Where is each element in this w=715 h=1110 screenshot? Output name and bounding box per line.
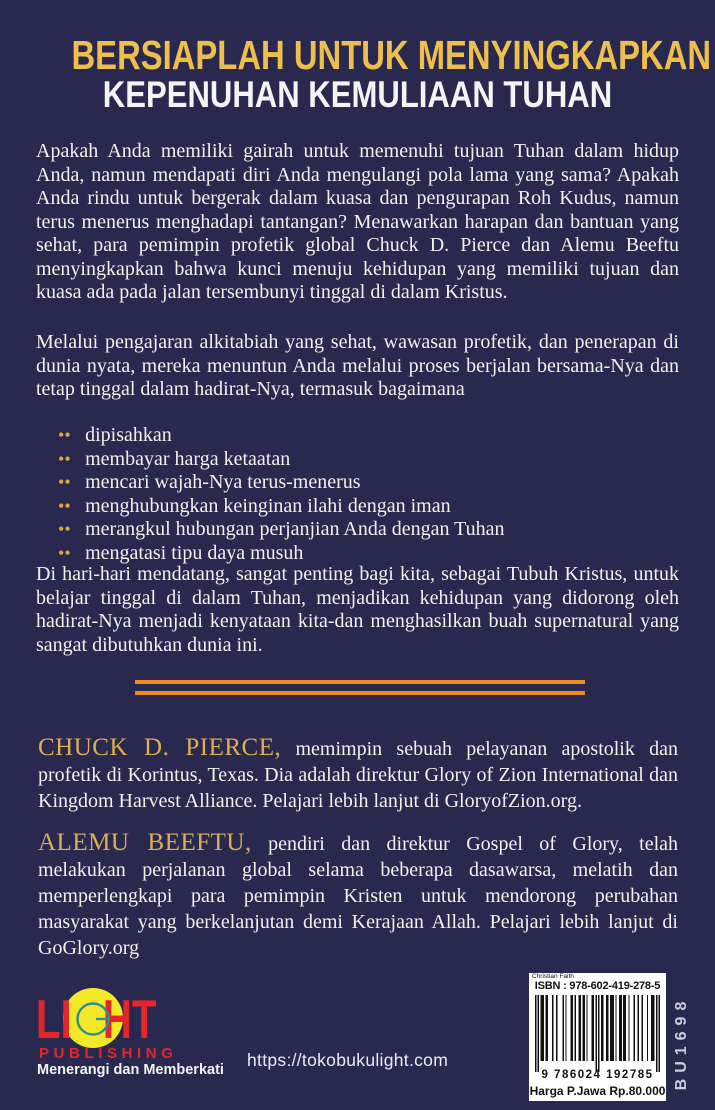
author-bio-alemu-beeftu	[38, 830, 678, 961]
g-ring-icon	[75, 1001, 111, 1037]
bullet-text: merangkul hubungan perjanjian Anda dengan Tuhan	[85, 518, 505, 540]
barcode-category: Christian Faith	[532, 973, 574, 980]
list-item	[58, 448, 505, 472]
list-item	[58, 518, 505, 542]
publisher-name-left: LI	[36, 988, 72, 1050]
bullet-icon: • •	[58, 496, 75, 516]
list-item	[58, 471, 505, 495]
bullet-icon: • •	[58, 472, 75, 492]
paragraph-closing: Di hari-hari mendatang, sangat penting bagi kita, sebagai Tubuh Kristus, untuk belajar tinggal di dalam Tuhan, menjadikan kehidupan yang didorong oleh hadirat-Nya menjadi kenyataan kita-dan menghasilkan buah supernatural yang sangat dibutuhkan dunia ini.	[36, 563, 679, 656]
bullet-text: membayar harga ketaatan	[85, 447, 291, 470]
paragraph-teaching: Melalui pengajaran alkitabiah yang sehat, wawasan profetik, dan penerapan di dunia nyata, mereka menuntun Anda melalui proses berjalan bersama-Nya dan tetap tinggal dalam hadirat-Nya, termasuk bagaimana	[36, 331, 679, 400]
author-name-chuck-pierce: CHUCK D. PIERCE,	[38, 734, 282, 761]
divider-line-bottom	[135, 691, 585, 695]
list-item	[58, 542, 505, 566]
book-title	[0, 34, 715, 113]
title-line-2: KEPENUHAN KEMULIAAN TUHAN	[102, 74, 613, 115]
bullet-list	[58, 424, 505, 565]
barcode-digits: 9 786024 192785	[541, 1069, 654, 1081]
author-bio-text: pendiri dan direktur Gospel of Glory, telah melakukan perjalanan global selama beberapa dasawarsa, melatih dan memperlengkapi para pemimpin Kristen untuk mendorong perubahan masyarakat yang berkelanjutan demi Kerajaan Allah. Pelajari lebih lanjut di GoGlory.org	[38, 833, 679, 959]
list-item	[58, 424, 505, 448]
title-line-1: BERSIAPLAH UNTUK MENYINGKAPKAN	[71, 32, 712, 78]
author-bio-text: memimpin sebuah pelayanan apostolik dan profetik di Korintus, Texas. Dia adalah direktur Glory of Zion International dan Kingdom Harvest Alliance. Pelajari lebih lanjut di GloryofZion.org.	[38, 738, 679, 812]
divider-line-top	[135, 680, 585, 684]
divider-double-rule	[135, 680, 585, 696]
author-name-alemu-beeftu: ALEMU BEEFTU,	[38, 829, 252, 856]
bullet-text: mengatasi tipu daya musuh	[85, 541, 304, 564]
bullet-icon: • •	[58, 449, 75, 469]
bullet-text: menghubungkan keinginan ilahi dengan iman	[85, 494, 451, 517]
price-label: Harga P.Jawa Rp.80.000	[529, 1084, 666, 1098]
publisher-name-right: HT	[102, 988, 157, 1050]
publisher-subtitle: PUBLISHING	[39, 1045, 178, 1062]
paragraph-intro: Apakah Anda memiliki gairah untuk memenuhi tujuan Tuhan dalam hidup Anda, namun mendapati diri Anda mengulangi pola lama yang sama? Apakah Anda rindu untuk bergerak dalam kuasa dan pengurapan Roh Kudus, namun terus menerus menghadapi tantangan? Menawarkan harapan dan bantuan yang sehat, para pemimpin profetik global Chuck D. Pierce dan Alemu Beeftu menyingkapkan bahwa kunci menuju kehidupan yang memiliki tujuan dan kuasa ada pada jalan tersembunyi tinggal di dalam Kristus.	[36, 140, 679, 303]
bullet-icon: • •	[58, 543, 75, 563]
bullet-text: mencari wajah-Nya terus-menerus	[85, 471, 361, 493]
spine-code: BU1698	[673, 995, 690, 1091]
list-item	[58, 495, 505, 519]
author-bio-chuck-pierce	[38, 735, 678, 814]
bullet-icon: • •	[58, 425, 75, 445]
barcode-bars	[535, 995, 660, 1072]
isbn-label: ISBN : 978-602-419-278-5	[534, 980, 661, 992]
bullet-icon: • •	[58, 519, 75, 539]
publisher-tagline: Menerangi dan Memberkati	[37, 1062, 224, 1078]
barcode-block	[529, 973, 666, 1101]
publisher-website: https://tokobukulight.com	[247, 1050, 449, 1070]
bullet-text: dipisahkan	[85, 424, 172, 446]
